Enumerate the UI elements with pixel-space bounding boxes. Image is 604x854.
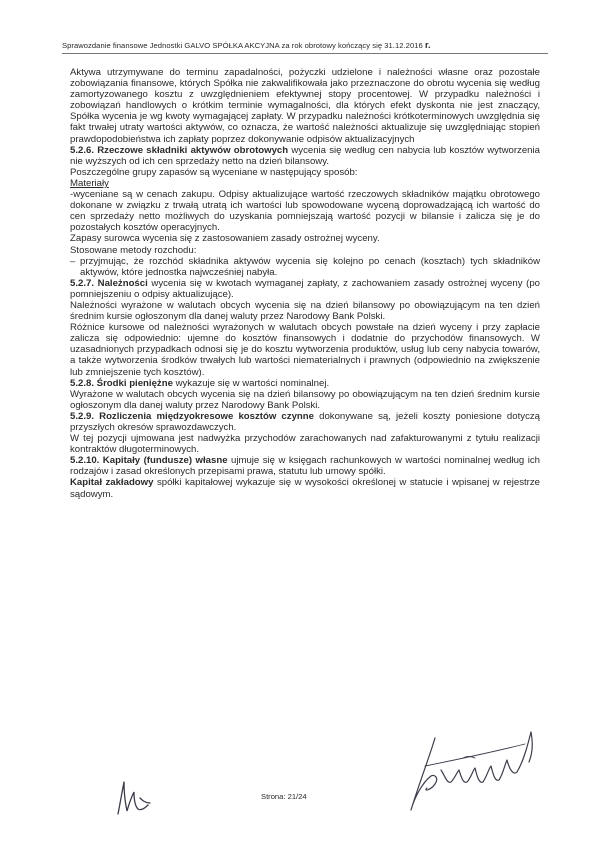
methods-list-item — [70, 256, 540, 278]
header-text: Sprawozdanie finansowe Jednostki GALVO SPÓŁKA AKCYJNA za rok obrotowy kończący się 31.12.2016 — [62, 41, 425, 50]
section-5-2-9 — [70, 411, 540, 433]
section-text: wycenia się według cen nabycia lub kosztów wytworzenia nie wyższych od ich cen sprzedaży netto na dzień bilansowy. — [70, 144, 540, 167]
section-heading: 5.2.7. Należności — [70, 277, 148, 289]
section-5-2-10 — [70, 455, 540, 477]
section-text: wycenia się w kwotach wymaganej zapłaty, z zachowaniem zasady ostrożnej wyceny (po pomniejszeniu o odpisy aktualizujące). — [70, 277, 540, 300]
share-capital-text: spółki kapitałowej wykazuje się w wysokości określonej w statucie i wpisanej w rejestrze sądowym. — [70, 477, 541, 500]
receivables-foreign-currency: Należności wyrażone w walutach obcych wycenia się na dzień bilansowy po obowiązującym na ten dzień średnim kursie ogłoszonym dla danej waluty przez Narodowy Bank Polski. — [70, 299, 540, 323]
handwritten-initials — [112, 778, 162, 818]
cash-foreign-currency: Wyrażone w walutach obcych wycenia się na dzień bilansowy po obowiązującym na ten dzień średnim kursie ogłoszonym dla danej waluty przez Narodowy Bank Polski. — [70, 388, 540, 411]
materials-title-text: Materiały — [70, 177, 109, 189]
list-item-text: przyjmując, że rozchód składnika aktywów wycenia się kolejno po cenach (kosztach) tych składników aktywów, które jednostka najwcześniej nabyła. — [80, 255, 540, 278]
accruals-contracts: W tej pozycji ujmowana jest nadwyżka przychodów zarachowanych nad zafakturowanymi z tytułu realizacji kontraktów długoterminowych. — [70, 433, 540, 456]
page-number: Strona: 21/24 — [261, 792, 307, 801]
page-header — [62, 40, 562, 50]
methods-text: Stosowane metody rozchodu: — [70, 244, 197, 256]
section-heading: 5.2.9. Rozliczenia międzyokresowe kosztów czynne — [70, 410, 314, 422]
section-heading: 5.2.8. Środki pieniężne — [70, 377, 173, 389]
header-suffix: r. — [424, 40, 431, 50]
share-capital-heading: Kapitał zakładowy — [70, 477, 154, 489]
materials-text: -wyceniane są w cenach zakupu. Odpisy aktualizujące wartość rzeczowych składników majątku obrotowego dokonane w związku z trwałą utratą ich wartości lub spowodowane wyceną doprowadzającą ich wartość do cen sprzedaży netto możliwych do uzyskania pomniejszają wartość pozycji w bilansie i zalicza się je do pozostałych kosztów operacyjnych. — [70, 189, 540, 234]
document-body — [70, 67, 540, 500]
section-text: ujmuje się w księgach rachunkowych w wartości nominalnej według ich rodzajów i zasad określonych przepisami prawa, statutu lub umowy spółki. — [70, 455, 540, 478]
section-text: wykazuje się w wartości nominalnej. — [172, 377, 330, 389]
handwritten-signature — [405, 718, 545, 818]
section-heading: 5.2.10. Kapitały (fundusze) własne — [70, 455, 228, 467]
section-5-2-8 — [70, 378, 540, 389]
receivables-exchange-differences: Różnice kursowe od należności wyrażonych w walutach obcych powstałe na dzień wyceny i przy zapłacie zalicza się odpowiednio: ujemne do kosztów finansowych i dodatnie do przychodów finansowych. W uzasadnionych przypadkach odnosi się je do kosztu wytworzenia produktów, usług lub ceny nabycia towarów, a także wytworzenia środków trwałych lub wartości niematerialnych i prawnych (odpowiednio na zwiększenie lub zmniejszenie tych kosztów). — [70, 322, 540, 378]
materials-title — [70, 178, 540, 189]
reserves-text: Zapasy surowca wycenia się z zastosowaniem zasady ostrożnej wyceny. — [70, 233, 380, 245]
section-5-2-7 — [70, 278, 540, 300]
share-capital-paragraph — [70, 477, 540, 499]
section-heading: 5.2.6. Rzeczowe składniki aktywów obrotowych — [70, 144, 289, 156]
list-dash: – — [70, 255, 76, 267]
header-rule — [62, 53, 548, 54]
section-5-2-6 — [70, 145, 540, 167]
paragraph-inventory-groups: Poszczególne grupy zapasów są wyceniane w następujący sposób: — [70, 166, 358, 178]
paragraph-financial-assets: Aktywa utrzymywane do terminu zapadalności, pożyczki udzielone i należności własne oraz pozostałe zobowiązania finansowe, których Spółka nie zakwalifikowała jako przeznaczone do obrotu wycenia się według zamortyzowanego kosztu z uwzględnieniem efektywnej stopy procentowej. W przypadku należności i zobowiązań handlowych o krótkim terminie wymagalności, dla których efekt dyskonta nie jest znaczący, Spółka wycenia je wg kwoty wymagającej zapłaty. W przypadku należności krótkoterminowych uwzględnia się fakt trwałej utraty wartości aktywów, co oznacza, że wartość należności aktualizuje się uwzględniając stopień prawdopodobieństwa ich zapłaty poprzez dokonywanie odpisów aktualizacyjnych — [70, 67, 540, 145]
section-text: dokonywane są, jeżeli koszty poniesione dotyczą przyszłych okresów sprawozdawczych. — [70, 410, 540, 433]
